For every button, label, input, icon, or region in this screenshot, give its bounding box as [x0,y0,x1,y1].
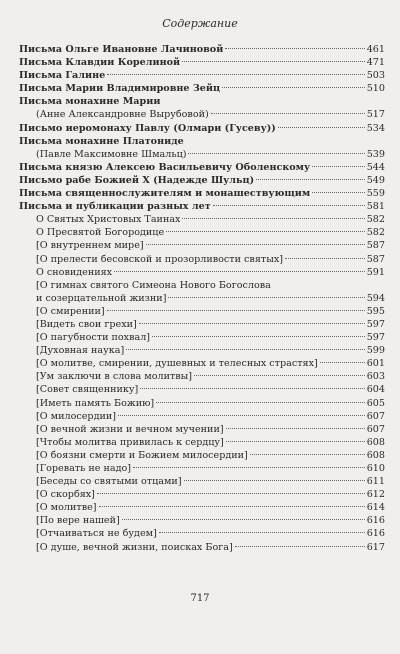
toc-leader [166,231,365,232]
toc-entry-title: Письмо иеромонаху Павлу (Олмари (Гусеву)) [19,122,276,134]
toc-entry-title: [О прелести бесовской и прозорливости святых] [36,253,283,265]
toc-entry [19,488,385,501]
toc-entry [19,226,385,239]
toc-entry-page: 461 [366,44,385,55]
toc-entry [19,239,385,252]
toc-entry [19,69,385,82]
toc-entry-title: [Чтобы молитва привилась к сердцу] [36,436,224,448]
toc-entry-page: 608 [366,436,385,448]
toc-leader [182,61,365,62]
toc-entry-page: 604 [366,384,385,396]
toc-entry [19,383,385,396]
toc-entry-title: О Пресвятой Богородице [36,227,165,239]
toc-entry-page: 603 [366,371,385,383]
toc-entry-title: (Павле Максимовне Шмальц) [36,148,187,160]
toc-entry-page: 544 [366,161,385,173]
toc-entry-page: 617 [366,541,385,553]
toc-entry-page: 510 [366,83,385,95]
toc-leader [97,493,365,494]
toc-entry-title: [Иметь память Божию] [36,397,155,409]
toc-leader [256,179,365,180]
toc-entry [19,174,385,187]
toc-leader [285,258,365,259]
page-header: Содержание [162,17,238,30]
toc-entry [19,410,385,423]
toc-leader [126,349,364,350]
toc-leader [320,362,365,363]
toc-entry-page: 539 [366,148,385,160]
toc-leader [184,480,365,481]
toc-entry-title: [Горевать не надо] [36,463,132,474]
toc-entry [19,122,385,135]
toc-entry-page: 582 [366,227,385,239]
toc-leader [182,218,364,219]
toc-leader [235,546,365,547]
toc-entry-page: 591 [366,266,385,278]
toc-leader [226,428,365,429]
toc-entry [19,449,385,462]
toc-entry [19,370,385,383]
toc-entry-title: Письма и публикации разных лет [19,201,211,213]
toc-entry-page: 611 [366,476,385,488]
toc-entry [19,200,385,213]
toc-leader [225,48,364,49]
toc-leader [168,297,364,298]
toc-entry [19,148,385,161]
toc-entry-title: Письма монахине Платониде [19,135,184,147]
toc-entry-title: Письма монахине Марии [19,96,161,108]
toc-entry [19,213,385,226]
toc-entry-page: 587 [366,253,385,265]
toc-leader [140,388,364,389]
toc-entry-page: 581 [366,201,385,213]
toc-entry [19,397,385,410]
toc-leader [250,454,365,455]
toc-entry [19,56,385,69]
toc-entry-page: 616 [366,515,385,527]
toc-entry [19,187,385,200]
toc-entry-page: 597 [366,318,385,330]
toc-entry [19,344,385,357]
toc-entry-page: 608 [366,449,385,461]
toc-entry-title: [О душе, вечной жизни, поисках Бога] [36,541,233,553]
toc-entry-page: 559 [366,188,385,200]
toc-entry [19,514,385,527]
toc-entry-title: [О смирении] [36,305,105,317]
toc-entry-title: Письма Клавдии Корелиной [19,57,181,69]
toc-entry-page: 610 [366,463,385,474]
toc-entry [19,292,385,305]
toc-entry-title: Письма священнослужителям и монашествующим [19,188,311,200]
toc-entry [19,331,385,344]
toc-entry-page: 601 [366,358,385,370]
toc-entry-title: Письма Марии Владимировне Зейц [19,83,221,95]
toc-entry-title: [О внутреннем мире] [36,240,144,252]
toc-entry-page: 599 [366,345,385,357]
toc-entry-page: 614 [366,502,385,514]
toc-entry-page: 616 [366,528,385,540]
toc-entry-page: 517 [366,109,385,121]
toc-leader [122,519,365,520]
toc-entry-page: 549 [366,174,385,186]
toc-entry-page: 595 [366,305,385,317]
toc-entry [19,266,385,279]
toc-entry-page: 607 [366,423,385,435]
toc-leader [146,244,365,245]
toc-entry [19,82,385,95]
toc-entry [19,253,385,266]
toc-entry [19,423,385,436]
toc-leader [139,323,365,324]
toc-leader [152,336,365,337]
toc-entry-title: [О скорбях] [36,489,95,501]
toc-entry-title: (Анне Александровне Вырубовой) [36,109,209,121]
toc-entry [19,135,385,148]
toc-entry-title: [О молитве] [36,502,97,514]
toc-entry-title: Письмо рабе Божией Х (Надежде Шульц) [19,174,255,186]
page-number: 717 [190,593,210,604]
toc-entry-title: и созерцательной жизни] [36,292,167,304]
table-of-contents [19,43,385,554]
toc-entry-title: [Ум заключи в слова молитвы] [36,371,193,383]
toc-entry [19,108,385,121]
toc-entry-title: Письма Ольге Ивановне Лачиновой [19,44,224,55]
toc-entry [19,318,385,331]
toc-leader [278,127,365,128]
toc-entry [19,305,385,318]
toc-entry-page: 594 [366,292,385,304]
toc-entry-title: [Отчаиваться не будем] [36,528,157,540]
toc-entry [19,161,385,174]
toc-leader [194,375,365,376]
toc-entry-title: О сновидениях [36,266,113,278]
toc-leader [107,74,364,75]
toc-leader [312,166,365,167]
toc-entry [19,475,385,488]
toc-entry-title: [О гимнах святого Симеона Нового Богослова [36,279,271,291]
toc-leader [107,310,365,311]
toc-entry-title: [О вечной жизни и вечном мучении] [36,423,224,435]
toc-leader [156,402,365,403]
toc-entry-page: 607 [366,410,385,422]
toc-leader [159,532,365,533]
toc-leader [222,87,365,88]
toc-entry [19,43,385,56]
toc-entry-title: [О боязни смерти и Божием милосердии] [36,449,248,461]
toc-leader [118,415,365,416]
toc-entry-page: 612 [366,489,385,501]
toc-entry-title: [Духовная наука] [36,345,125,357]
toc-entry [19,279,385,292]
toc-entry-page: 587 [366,240,385,252]
toc-entry [19,95,385,108]
toc-entry-title: [О молитве, смирении, душевных и телесных страстях] [36,358,318,370]
toc-entry-page: 597 [366,332,385,344]
toc-entry [19,501,385,514]
toc-leader [213,205,365,206]
toc-entry-title: Письма Галине [19,70,106,82]
toc-leader [99,506,365,507]
toc-entry [19,541,385,554]
toc-leader [312,192,365,193]
toc-entry [19,357,385,370]
toc-entry-title: [О пагубности похвал] [36,332,151,344]
toc-entry-page: 471 [366,57,385,69]
toc-entry-page: 534 [366,122,385,134]
toc-leader [133,467,365,468]
toc-entry [19,462,385,475]
toc-entry [19,436,385,449]
toc-entry [19,527,385,540]
toc-entry-title: [Видеть свои грехи] [36,318,137,330]
toc-entry-page: 503 [366,70,385,82]
toc-entry-title: Письма князю Алексею Васильевичу Оболенскому [19,161,311,173]
toc-entry-title: [По вере нашей] [36,515,120,527]
toc-leader [188,153,364,154]
toc-leader [226,441,365,442]
toc-leader [211,113,365,114]
toc-entry-title: [Беседы со святыми отцами] [36,476,182,488]
toc-entry-title: [Совет священнику] [36,384,139,396]
toc-entry-title: О Святых Христовых Таинах [36,214,181,226]
toc-leader [114,271,365,272]
toc-entry-page: 582 [366,214,385,226]
toc-entry-page: 605 [366,397,385,409]
toc-entry-title: [О милосердии] [36,410,117,422]
